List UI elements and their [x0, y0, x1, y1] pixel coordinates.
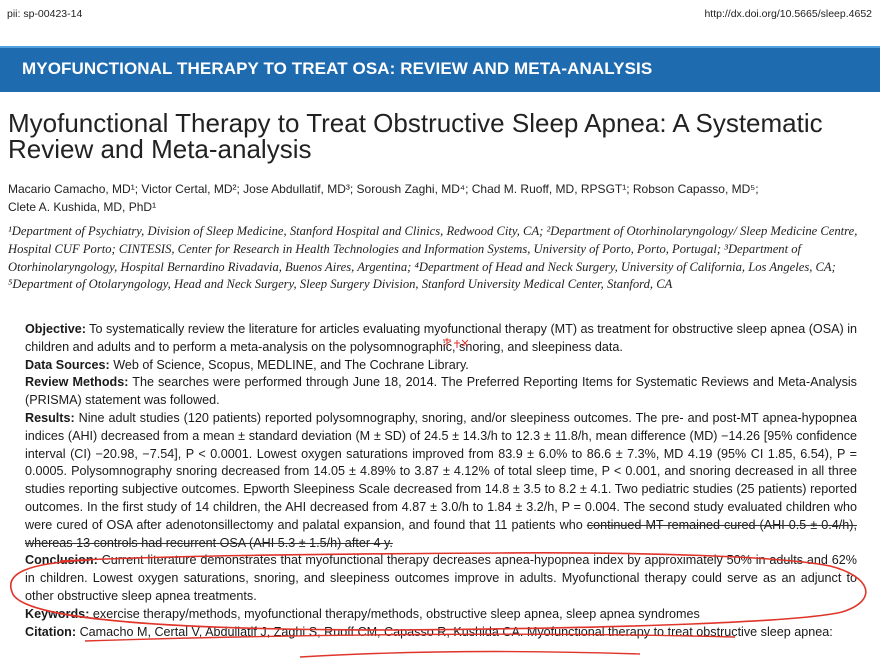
- citation-text: Camacho M, Certal V, Abdullatif J, Zaghi S, Ruoff CM, Capasso R, Kushida CA. Myofunctional therapy to treat obstructive sleep apnea:: [76, 624, 833, 639]
- article-title: Myofunctional Therapy to Treat Obstructive Sleep Apnea: A Systematic Review and Meta-analysis: [8, 108, 823, 164]
- keywords-paragraph: [25, 606, 857, 624]
- page-header: [7, 8, 872, 22]
- author-line-1: Macario Camacho, MD¹; Victor Certal, MD²; Jose Abdullatif, MD³; Soroush Zaghi, MD⁴; Chad M. Ruoff, MD, RPSGT¹; Robson Capasso, MD⁵;: [8, 182, 759, 196]
- translate-marker-icon: [440, 337, 470, 349]
- results-struck-text: continued MT remained cured (AHI 0.5 ± 0.4/h), whereas 13 controls had recurrent OSA (AHI 5.3 ± 1.5/h) after 4 y.: [25, 517, 857, 550]
- keywords-text: exercise therapy/methods, myofunctional therapy/methods, obstructive sleep apnea, sleep apnea syndromes: [89, 606, 700, 621]
- affiliations: ¹Department of Psychiatry, Division of Sleep Medicine, Stanford Hospital and Clinics, Redwood City, CA; ²Department of Otorhinolaryngology/ Sleep Medicine Centre, Hospital CUF Porto; CINTESIS, Center for Research in Health Technologies and Information Systems, University of Porto, Porto, Portugal; ³Department of Otorhinolaryngology, Hospital Bernardino Rivadavia, Buenos Aires, Argentina; ⁴Department of Head and Neck Surgery, University of California, Los Angeles, CA; ⁵Department of Otolaryngology, Head and Neck Surgery, Sleep Surgery Division, Stanford University Medical Center, Stanford, CA: [8, 224, 858, 292]
- banner-title: MYOFUNCTIONAL THERAPY TO TREAT OSA: REVIEW AND META-ANALYSIS: [22, 59, 653, 78]
- data-sources-text: Web of Science, Scopus, MEDLINE, and The Cochrane Library.: [109, 357, 469, 372]
- results-text: Nine adult studies (120 patients) reported polysomnography, snoring, and/or sleepiness outcomes. The pre- and post-MT apnea-hypopnea indices (AHI) decreased from a mean ± standard deviation (M ± SD) of 24.5 ± 14.3/h to 12.3 ± 11.8/h, mean difference (MD) −14.26 [95% confidence interval (CI) −20.98, −7.54], P < 0.0001. Lowest oxygen saturations improved from 83.9 ± 6.0% to 86.6 ± 7.3%, MD 4.19 (95% CI 1.85, 6.54), P = 0.0005. Polysomnography snoring decreased from 14.05 ± 4.89% to 3.87 ± 4.12% of total sleep time, P < 0.001, and snoring decreased in all three studies reporting subjective outcomes. Epworth Sleepiness Scale decreased from 14.8 ± 3.5 to 8.2 ± 4.1. Two pediatric studies (25 patients) reported outcomes. In the first study of 14 children, the AHI decreased from 4.87 ± 3.0/h to 1.84 ± 3.2/h, P = 0.004. The second study evaluated children who were cured of OSA after adenotonsillectomy and palatal expansion, and found that 11 patients who: [25, 410, 857, 532]
- results-label: Results:: [25, 410, 75, 425]
- review-methods-text: The searches were performed through June 18, 2014. The Preferred Reporting Items for Systematic Reviews and Meta-Analysis (PRISMA) statement was followed.: [25, 375, 857, 408]
- doi-link[interactable]: http://dx.doi.org/10.5665/sleep.4652: [704, 8, 872, 20]
- review-methods-paragraph: [25, 374, 857, 410]
- citation-paragraph: [25, 624, 857, 642]
- pii-text: pii: sp-00423-14: [7, 8, 83, 20]
- results-paragraph: [25, 410, 857, 552]
- section-banner: [0, 46, 880, 92]
- abstract: [25, 321, 857, 641]
- data-sources-paragraph: [25, 357, 857, 375]
- conclusion-paragraph: [25, 552, 857, 605]
- data-sources-label: Data Sources:: [25, 357, 110, 372]
- review-methods-label: Review Methods:: [25, 375, 129, 390]
- author-list: [8, 180, 868, 216]
- conclusion-text: Current literature demonstrates that myofunctional therapy decreases apnea-hypopnea index by approximately 50% in adults and 62% in children. Lowest oxygen saturations, snoring, and sleepiness outcomes improve in adults. Myofunctional therapy could serve as an adjunct to other obstructive sleep apnea treatments.: [25, 553, 857, 603]
- keywords-label: Keywords:: [25, 606, 90, 621]
- author-line-2: Clete A. Kushida, MD, PhD¹: [8, 200, 157, 214]
- citation-label: Citation:: [25, 624, 77, 639]
- objective-text: To systematically review the literature for articles evaluating myofunctional therapy (MT) as treatment for obstructive sleep apnea (OSA) in children and adults and to perform a meta-analysis on the polysomnographic, snoring, and sleepiness data.: [25, 322, 858, 354]
- conclusion-label: Conclusion:: [25, 553, 98, 568]
- objective-label: Objective:: [25, 322, 86, 336]
- citation-underline-mark: [300, 652, 640, 657]
